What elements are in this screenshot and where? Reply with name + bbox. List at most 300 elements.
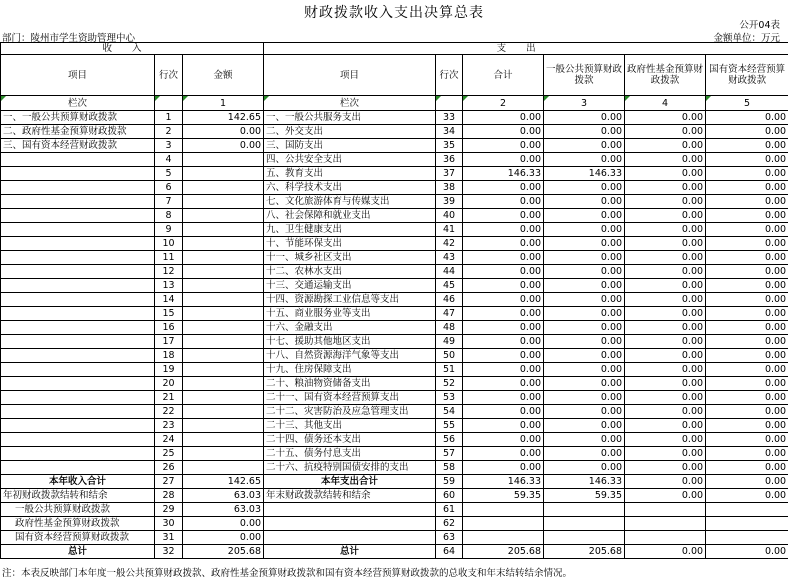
col-index-4: 4	[625, 96, 706, 111]
expense-item-header: 项目	[264, 55, 436, 96]
income-item-cell	[1, 181, 155, 195]
table-row	[1, 377, 788, 391]
expense-general-cell: 0.00	[544, 363, 625, 377]
expense-item-cell	[264, 517, 436, 531]
expense-row-no-cell: 36	[436, 153, 463, 167]
expense-gov-fund-cell: 0.00	[625, 349, 706, 363]
income-item-cell	[1, 237, 155, 251]
summary-row	[1, 503, 788, 517]
income-item-cell	[1, 377, 155, 391]
income-item-cell	[1, 447, 155, 461]
income-amount-cell	[183, 363, 264, 377]
expense-item-cell: 一、一般公共服务支出	[264, 111, 436, 125]
table-row	[1, 433, 788, 447]
expense-item-cell: 六、科学技术支出	[264, 181, 436, 195]
expense-section-header: 支出	[264, 43, 788, 55]
expense-state-capital-cell: 0.00	[706, 167, 788, 181]
income-row-no-cell: 28	[155, 489, 183, 503]
expense-gov-fund-cell: 0.00	[625, 237, 706, 251]
income-item-cell	[1, 167, 155, 181]
expense-gov-fund-cell	[625, 531, 706, 545]
income-item-cell	[1, 307, 155, 321]
income-amount-cell	[183, 335, 264, 349]
expense-total-cell: 0.00	[463, 153, 544, 167]
income-amount-cell: 0.00	[183, 139, 264, 153]
expense-general-cell: 0.00	[544, 181, 625, 195]
expense-item-cell: 三、国防支出	[264, 139, 436, 153]
income-amount-cell	[183, 321, 264, 335]
expense-row-no-cell: 34	[436, 125, 463, 139]
income-row-no-cell: 15	[155, 307, 183, 321]
expense-row-no-cell: 39	[436, 195, 463, 209]
income-row-no-cell: 18	[155, 349, 183, 363]
table-row	[1, 251, 788, 265]
income-row-no-cell: 25	[155, 447, 183, 461]
expense-state-capital-cell: 0.00	[706, 489, 788, 503]
expense-gov-fund-cell: 0.00	[625, 111, 706, 125]
income-row-no-cell: 12	[155, 265, 183, 279]
table-row	[1, 419, 788, 433]
expense-state-capital-cell: 0.00	[706, 475, 788, 489]
table-row	[1, 391, 788, 405]
state-capital-header: 国有资本经营预算财政拨款	[706, 55, 788, 96]
income-item-cell	[1, 349, 155, 363]
expense-state-capital-cell: 0.00	[706, 307, 788, 321]
expense-gov-fund-cell	[625, 517, 706, 531]
expense-gov-fund-cell: 0.00	[625, 321, 706, 335]
summary-row	[1, 531, 788, 545]
expense-state-capital-cell: 0.00	[706, 265, 788, 279]
table-row	[1, 209, 788, 223]
table-row	[1, 111, 788, 125]
expense-total-cell: 0.00	[463, 349, 544, 363]
expense-gov-fund-cell: 0.00	[625, 391, 706, 405]
expense-state-capital-cell: 0.00	[706, 363, 788, 377]
income-item-cell	[1, 391, 155, 405]
expense-row-no-cell: 62	[436, 517, 463, 531]
income-row-no-cell: 30	[155, 517, 183, 531]
expense-total-cell	[463, 531, 544, 545]
expense-row-no-cell: 35	[436, 139, 463, 153]
income-item-cell: 年初财政拨款结转和结余	[1, 489, 155, 503]
expense-gov-fund-cell: 0.00	[625, 279, 706, 293]
expense-gov-fund-cell: 0.00	[625, 461, 706, 475]
expense-general-cell: 0.00	[544, 265, 625, 279]
summary-row	[1, 475, 788, 489]
expense-gov-fund-cell: 0.00	[625, 433, 706, 447]
expense-general-cell: 0.00	[544, 293, 625, 307]
expense-total-header: 合计	[463, 55, 544, 96]
expense-row-no-cell: 37	[436, 167, 463, 181]
table-row	[1, 307, 788, 321]
expense-state-capital-cell: 0.00	[706, 153, 788, 167]
income-amount-cell	[183, 251, 264, 265]
income-row-no-cell: 8	[155, 209, 183, 223]
income-row-no-cell: 19	[155, 363, 183, 377]
expense-gov-fund-cell: 0.00	[625, 167, 706, 181]
income-item-cell	[1, 153, 155, 167]
expense-state-capital-cell	[706, 517, 788, 531]
expense-row-no-cell: 60	[436, 489, 463, 503]
col-index-5: 5	[706, 96, 788, 111]
expense-general-cell: 0.00	[544, 447, 625, 461]
expense-gov-fund-cell: 0.00	[625, 153, 706, 167]
income-amount-cell	[183, 181, 264, 195]
col-label-expense: 栏次	[264, 96, 436, 111]
table-row	[1, 405, 788, 419]
expense-state-capital-cell: 0.00	[706, 237, 788, 251]
expense-item-cell: 十三、交通运输支出	[264, 279, 436, 293]
expense-total-cell: 205.68	[463, 545, 544, 559]
income-amount-cell	[183, 419, 264, 433]
expense-general-cell: 0.00	[544, 223, 625, 237]
expense-row-no-cell: 53	[436, 391, 463, 405]
expense-total-cell: 0.00	[463, 279, 544, 293]
income-item-cell	[1, 265, 155, 279]
income-row-no-cell: 4	[155, 153, 183, 167]
income-item-cell	[1, 321, 155, 335]
expense-item-cell: 十八、自然资源海洋气象等支出	[264, 349, 436, 363]
expense-total-cell: 0.00	[463, 363, 544, 377]
expense-total-cell	[463, 503, 544, 517]
income-amount-cell	[183, 461, 264, 475]
expense-state-capital-cell: 0.00	[706, 195, 788, 209]
income-row-no-cell: 23	[155, 419, 183, 433]
expense-total-cell: 0.00	[463, 181, 544, 195]
expense-general-cell: 0.00	[544, 461, 625, 475]
income-amount-cell	[183, 447, 264, 461]
expense-row-no-cell: 59	[436, 475, 463, 489]
expense-item-cell: 二十四、债务还本支出	[264, 433, 436, 447]
income-row-no-cell: 29	[155, 503, 183, 517]
income-item-cell: 本年收入合计	[1, 475, 155, 489]
income-amount-cell	[183, 391, 264, 405]
expense-row-no-cell: 55	[436, 419, 463, 433]
expense-row-no-cell: 50	[436, 349, 463, 363]
income-row-no-cell: 26	[155, 461, 183, 475]
income-item-cell: 总计	[1, 545, 155, 559]
expense-general-cell: 0.00	[544, 307, 625, 321]
expense-general-cell: 0.00	[544, 405, 625, 419]
income-row-no-cell: 22	[155, 405, 183, 419]
table-row	[1, 335, 788, 349]
income-amount-cell: 0.00	[183, 517, 264, 531]
expense-state-capital-cell: 0.00	[706, 391, 788, 405]
income-amount-cell	[183, 307, 264, 321]
table-row	[1, 195, 788, 209]
expense-item-cell: 二十六、抗疫特别国债安排的支出	[264, 461, 436, 475]
income-row-no-cell: 31	[155, 531, 183, 545]
expense-item-cell: 本年支出合计	[264, 475, 436, 489]
expense-row-no-cell: 48	[436, 321, 463, 335]
expense-row-no-cell: 52	[436, 377, 463, 391]
expense-item-cell: 九、卫生健康支出	[264, 223, 436, 237]
expense-total-cell: 0.00	[463, 125, 544, 139]
table-row	[1, 293, 788, 307]
expense-gov-fund-cell: 0.00	[625, 545, 706, 559]
expense-gov-fund-cell: 0.00	[625, 405, 706, 419]
expense-general-cell	[544, 517, 625, 531]
expense-state-capital-cell: 0.00	[706, 279, 788, 293]
income-row-no-cell: 11	[155, 251, 183, 265]
expense-total-cell: 0.00	[463, 251, 544, 265]
expense-total-cell: 0.00	[463, 447, 544, 461]
income-amount-cell	[183, 293, 264, 307]
expense-general-cell: 0.00	[544, 419, 625, 433]
expense-item-cell: 七、文化旅游体育与传媒支出	[264, 195, 436, 209]
income-amount-cell: 0.00	[183, 125, 264, 139]
income-amount-cell: 0.00	[183, 531, 264, 545]
income-amount-cell	[183, 209, 264, 223]
expense-row-no-cell: 49	[436, 335, 463, 349]
section-header-row	[1, 43, 788, 55]
expense-state-capital-cell: 0.00	[706, 111, 788, 125]
income-item-cell	[1, 293, 155, 307]
expense-total-cell: 0.00	[463, 209, 544, 223]
expense-item-cell: 十七、援助其他地区支出	[264, 335, 436, 349]
expense-row-no-cell: 54	[436, 405, 463, 419]
expense-state-capital-cell	[706, 503, 788, 517]
income-amount-cell: 142.65	[183, 111, 264, 125]
income-amount-cell	[183, 195, 264, 209]
table-row	[1, 447, 788, 461]
expense-total-cell: 0.00	[463, 377, 544, 391]
expense-general-cell: 146.33	[544, 167, 625, 181]
expense-row-no-cell: 41	[436, 223, 463, 237]
expense-total-cell: 0.00	[463, 391, 544, 405]
report-title: 财政拨款收入支出决算总表	[304, 5, 484, 21]
expense-general-cell: 0.00	[544, 111, 625, 125]
expense-state-capital-cell: 0.00	[706, 293, 788, 307]
expense-state-capital-cell: 0.00	[706, 461, 788, 475]
expense-gov-fund-cell: 0.00	[625, 335, 706, 349]
expense-total-cell: 0.00	[463, 461, 544, 475]
expense-total-cell: 0.00	[463, 195, 544, 209]
income-item-cell	[1, 433, 155, 447]
income-item-cell	[1, 223, 155, 237]
expense-state-capital-cell: 0.00	[706, 447, 788, 461]
income-item-cell	[1, 419, 155, 433]
expense-state-capital-cell: 0.00	[706, 139, 788, 153]
expense-row-no-cell: 57	[436, 447, 463, 461]
col-index-1: 1	[183, 96, 264, 111]
expense-general-cell: 0.00	[544, 391, 625, 405]
expense-state-capital-cell: 0.00	[706, 223, 788, 237]
table-row	[1, 223, 788, 237]
expense-general-cell: 205.68	[544, 545, 625, 559]
expense-row-no-cell: 58	[436, 461, 463, 475]
expense-total-cell: 146.33	[463, 475, 544, 489]
amount-unit: 金额单位：万元	[713, 33, 780, 44]
expense-row-no-cell: 43	[436, 251, 463, 265]
table-row	[1, 139, 788, 153]
expense-state-capital-cell: 0.00	[706, 125, 788, 139]
income-item-cell	[1, 335, 155, 349]
expense-item-cell: 二十、粮油物资储备支出	[264, 377, 436, 391]
income-row-no-cell: 27	[155, 475, 183, 489]
department-label: 部门：陵州市学生资助管理中心	[2, 33, 136, 44]
income-row-no-cell: 2	[155, 125, 183, 139]
expense-item-cell: 二十三、其他支出	[264, 419, 436, 433]
expense-total-cell	[463, 517, 544, 531]
expense-total-cell: 0.00	[463, 405, 544, 419]
income-amount-cell	[183, 223, 264, 237]
expense-item-cell: 四、公共安全支出	[264, 153, 436, 167]
income-amount-cell: 63.03	[183, 503, 264, 517]
expense-general-cell	[544, 531, 625, 545]
expense-item-cell: 十一、城乡社区支出	[264, 251, 436, 265]
income-amount-cell: 63.03	[183, 489, 264, 503]
table-row	[1, 265, 788, 279]
income-amount-cell	[183, 153, 264, 167]
income-item-cell: 一般公共预算财政拨款	[1, 503, 155, 517]
expense-gov-fund-cell: 0.00	[625, 377, 706, 391]
income-row-no-cell: 20	[155, 377, 183, 391]
income-row-no-cell: 24	[155, 433, 183, 447]
income-row-no-cell: 13	[155, 279, 183, 293]
expense-row-no-cell: 38	[436, 181, 463, 195]
income-item-cell	[1, 405, 155, 419]
expense-state-capital-cell: 0.00	[706, 181, 788, 195]
income-amount-header: 金额	[183, 55, 264, 96]
table-row	[1, 125, 788, 139]
expense-rowno-header: 行次	[436, 55, 463, 96]
table-row	[1, 279, 788, 293]
income-amount-cell: 142.65	[183, 475, 264, 489]
expense-row-no-cell: 44	[436, 265, 463, 279]
col-label-income: 栏次	[1, 96, 155, 111]
expense-gov-fund-cell: 0.00	[625, 209, 706, 223]
income-amount-cell	[183, 433, 264, 447]
income-row-no-cell: 1	[155, 111, 183, 125]
income-row-no-cell: 17	[155, 335, 183, 349]
expense-row-no-cell: 33	[436, 111, 463, 125]
income-item-cell: 三、国有资本经营财政拨款	[1, 139, 155, 153]
expense-row-no-cell: 63	[436, 531, 463, 545]
expense-row-no-cell: 64	[436, 545, 463, 559]
expense-gov-fund-cell: 0.00	[625, 419, 706, 433]
expense-total-cell: 0.00	[463, 433, 544, 447]
expense-gov-fund-cell: 0.00	[625, 489, 706, 503]
table-row	[1, 321, 788, 335]
income-section-header: 收入	[1, 43, 264, 55]
expense-item-cell: 二十五、债务付息支出	[264, 447, 436, 461]
expense-general-cell: 59.35	[544, 489, 625, 503]
expense-total-cell: 0.00	[463, 237, 544, 251]
expense-general-cell: 0.00	[544, 125, 625, 139]
summary-row	[1, 489, 788, 503]
general-budget-header: 一般公共预算财政拨款	[544, 55, 625, 96]
expense-gov-fund-cell: 0.00	[625, 251, 706, 265]
expense-total-cell: 0.00	[463, 111, 544, 125]
table-row	[1, 363, 788, 377]
income-item-cell	[1, 279, 155, 293]
expense-item-cell	[264, 503, 436, 517]
expense-gov-fund-cell: 0.00	[625, 363, 706, 377]
income-amount-cell	[183, 377, 264, 391]
form-code: 公开04表	[739, 20, 780, 31]
col-blank-expense	[436, 96, 463, 111]
income-row-no-cell: 32	[155, 545, 183, 559]
expense-gov-fund-cell	[625, 503, 706, 517]
income-row-no-cell: 14	[155, 293, 183, 307]
expense-item-cell: 二十一、国有资本经营预算支出	[264, 391, 436, 405]
expense-total-cell: 0.00	[463, 139, 544, 153]
expense-general-cell: 0.00	[544, 153, 625, 167]
summary-row	[1, 517, 788, 531]
expense-item-cell: 五、教育支出	[264, 167, 436, 181]
expense-state-capital-cell: 0.00	[706, 405, 788, 419]
expense-general-cell: 0.00	[544, 139, 625, 153]
income-rowno-header: 行次	[155, 55, 183, 96]
income-item-cell	[1, 195, 155, 209]
expense-row-no-cell: 40	[436, 209, 463, 223]
income-item-cell	[1, 209, 155, 223]
expense-state-capital-cell: 0.00	[706, 251, 788, 265]
expense-state-capital-cell	[706, 531, 788, 545]
table-row	[1, 167, 788, 181]
expense-state-capital-cell: 0.00	[706, 209, 788, 223]
income-amount-cell: 205.68	[183, 545, 264, 559]
income-item-cell: 二、政府性基金预算财政拨款	[1, 125, 155, 139]
expense-total-cell: 146.33	[463, 167, 544, 181]
expense-total-cell: 59.35	[463, 489, 544, 503]
income-item-cell	[1, 251, 155, 265]
expense-general-cell: 0.00	[544, 209, 625, 223]
expense-gov-fund-cell: 0.00	[625, 475, 706, 489]
income-row-no-cell: 3	[155, 139, 183, 153]
expense-general-cell: 0.00	[544, 195, 625, 209]
expense-item-cell: 八、社会保障和就业支出	[264, 209, 436, 223]
income-item-cell: 一、一般公共预算财政拨款	[1, 111, 155, 125]
expense-item-cell: 总计	[264, 545, 436, 559]
expense-item-cell: 十、节能环保支出	[264, 237, 436, 251]
expense-item-cell: 二、外交支出	[264, 125, 436, 139]
expense-row-no-cell: 51	[436, 363, 463, 377]
expense-state-capital-cell: 0.00	[706, 321, 788, 335]
expense-item-cell: 十五、商业服务业等支出	[264, 307, 436, 321]
footnote: 注：本表反映部门本年度一般公共预算财政拨款、政府性基金预算财政拨款和国有资本经营预算财政拨款的总收支和年末结转结余情况。	[2, 568, 573, 579]
expense-item-cell: 十四、资源勘探工业信息等支出	[264, 293, 436, 307]
expense-total-cell: 0.00	[463, 335, 544, 349]
expense-item-cell: 十二、农林水支出	[264, 265, 436, 279]
expense-state-capital-cell: 0.00	[706, 377, 788, 391]
column-index-row	[1, 96, 788, 111]
income-row-no-cell: 16	[155, 321, 183, 335]
expense-general-cell: 0.00	[544, 237, 625, 251]
expense-row-no-cell: 42	[436, 237, 463, 251]
table-row	[1, 237, 788, 251]
expense-state-capital-cell: 0.00	[706, 433, 788, 447]
expense-item-cell: 二十二、灾害防治及应急管理支出	[264, 405, 436, 419]
expense-total-cell: 0.00	[463, 321, 544, 335]
table-row	[1, 461, 788, 475]
expense-state-capital-cell: 0.00	[706, 419, 788, 433]
expense-total-cell: 0.00	[463, 223, 544, 237]
expense-gov-fund-cell: 0.00	[625, 139, 706, 153]
expense-gov-fund-cell: 0.00	[625, 195, 706, 209]
expense-gov-fund-cell: 0.00	[625, 447, 706, 461]
expense-gov-fund-cell: 0.00	[625, 307, 706, 321]
expense-item-cell: 十九、住房保障支出	[264, 363, 436, 377]
expense-state-capital-cell: 0.00	[706, 545, 788, 559]
expense-item-cell: 年末财政拨款结转和结余	[264, 489, 436, 503]
expense-row-no-cell: 45	[436, 279, 463, 293]
expense-general-cell: 0.00	[544, 377, 625, 391]
summary-row	[1, 545, 788, 559]
expense-gov-fund-cell: 0.00	[625, 223, 706, 237]
expense-gov-fund-cell: 0.00	[625, 181, 706, 195]
